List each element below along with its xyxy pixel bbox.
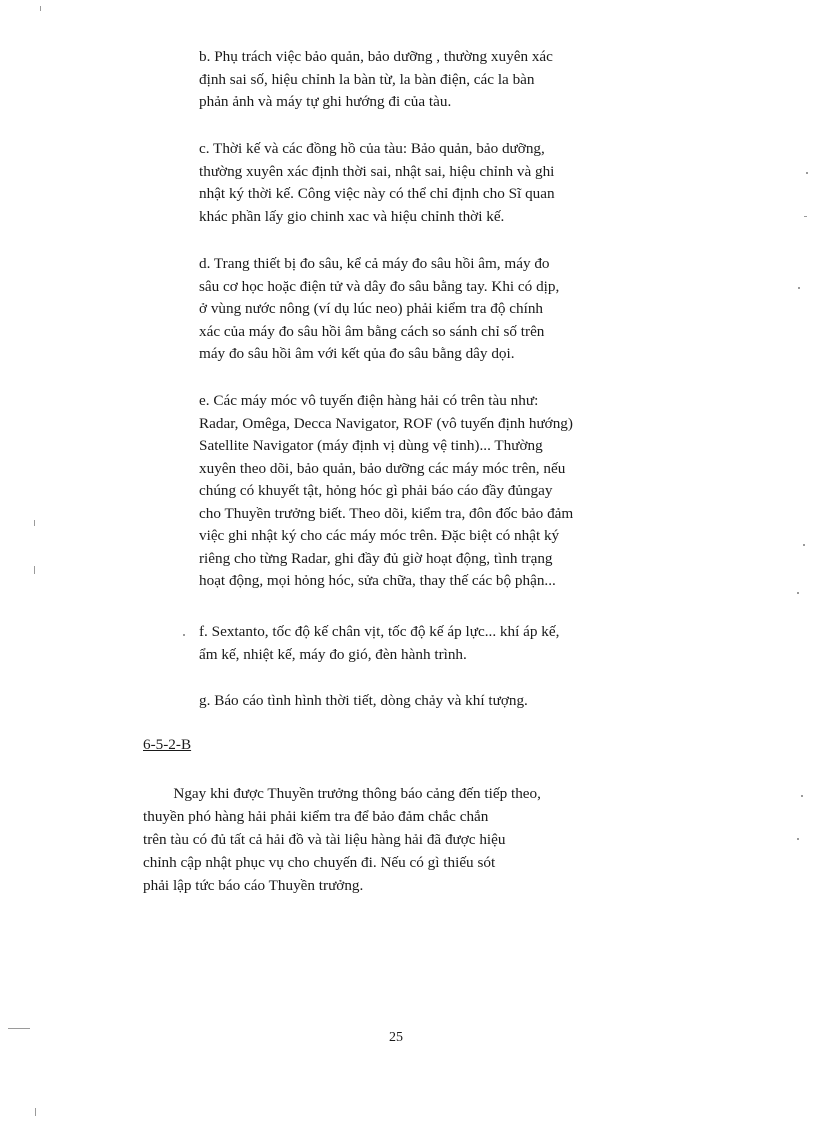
paragraph-line: g. Báo cáo tình hình thời tiết, dòng chảy và khí tượng.	[199, 692, 528, 709]
section-heading: 6-5-2-B	[143, 736, 192, 753]
paragraph-line: ẩm kế, nhiệt kế, máy đo gió, đèn hành trình.	[199, 645, 467, 663]
scan-speck	[798, 287, 800, 289]
scan-speck	[40, 6, 41, 11]
scan-speck	[803, 544, 805, 546]
paragraph-line: ở vùng nước nông (ví dụ lúc neo) phải kiểm tra độ chính	[199, 300, 544, 317]
paragraph-line: định sai số, hiệu chỉnh la bàn từ, la bàn điện, các la bàn	[199, 70, 535, 88]
paragraph-line: chỉnh cập nhật phục vụ cho chuyến đi. Nếu có gì thiếu sót	[143, 854, 496, 871]
paragraph-line: phải lập tức báo cáo Thuyền trưởng.	[143, 877, 364, 894]
scan-speck	[34, 566, 35, 574]
paragraph-line: d. Trang thiết bị đo sâu, kể cả máy đo sâu hồi âm, máy đo	[199, 255, 550, 272]
paragraph-line: f. Sextanto, tốc độ kế chân vịt, tốc độ kế áp lực... khí áp kế,	[199, 623, 560, 640]
paragraph-line: e. Các máy móc vô tuyến điện hàng hải có trên tàu như:	[199, 392, 539, 409]
scan-speck	[797, 592, 799, 594]
scan-speck	[34, 520, 35, 526]
paragraph-line: Ngay khi được Thuyền trưởng thông báo cảng đến tiếp theo,	[143, 785, 541, 802]
paragraph-line: trên tàu có đủ tất cả hải đồ và tài liệu hàng hải đã được hiệu	[143, 831, 506, 848]
paragraph-line: nhật ký thời kế. Công việc này có thể chỉ định cho Sĩ quan	[199, 185, 555, 202]
paragraph-line: khác phần lấy gio chinh xac và hiệu chỉnh thời kế.	[199, 207, 505, 225]
scan-speck	[183, 634, 185, 636]
paragraph-line: sâu cơ học hoặc điện tử và dây đo sâu bằng tay. Khi có dịp,	[199, 277, 560, 295]
paragraph-line: xuyên theo dõi, bảo quản, bảo dưỡng các máy móc trên, nếu	[199, 459, 566, 477]
paragraph-line: thường xuyên xác định thời sai, nhật sai, hiệu chỉnh và ghi	[199, 162, 555, 180]
paragraph-b	[199, 46, 699, 114]
paragraph-line: Radar, Omêga, Decca Navigator, ROF (vô tuyến định hướng)	[199, 414, 573, 432]
paragraph-e	[199, 390, 699, 593]
paragraph-line: phản ảnh và máy tự ghi hướng đi của tàu.	[199, 93, 452, 110]
paragraph-line: xác của máy đo sâu hồi âm bằng cách so sánh chỉ số trên	[199, 322, 545, 340]
paragraph-c	[199, 138, 699, 228]
body-paragraph	[143, 782, 703, 897]
paragraph-line: riêng cho từng Radar, ghi đầy đủ giờ hoạt động, tình trạng	[199, 549, 553, 567]
paragraph-line: b. Phụ trách việc bảo quản, bảo dưỡng , thường xuyên xác	[199, 48, 553, 65]
paragraph-line: c. Thời kế và các đồng hồ của tàu: Bảo quản, bảo dưỡng,	[199, 140, 545, 157]
paragraph-f	[199, 621, 699, 666]
paragraph-line: cho Thuyền trưởng biết. Theo dõi, kiểm tra, đôn đốc bảo đảm	[199, 504, 574, 522]
paragraph-line: thuyền phó hàng hải phải kiểm tra để bảo đảm chắc chắn	[143, 808, 489, 825]
paragraph-line: chúng có khuyết tật, hỏng hóc gì phải báo cáo đầy đủngay	[199, 482, 553, 499]
scan-speck	[797, 838, 799, 840]
scan-speck	[8, 1028, 30, 1029]
paragraph-g	[199, 690, 699, 713]
scan-speck	[804, 216, 807, 217]
paragraph-line: Satellite Navigator (máy định vị dùng vệ tinh)... Thường	[199, 437, 543, 454]
scan-speck	[801, 795, 803, 797]
scan-speck	[35, 1108, 36, 1116]
page-number: 25	[389, 1030, 403, 1045]
paragraph-line: hoạt động, mọi hỏng hóc, sửa chữa, thay thế các bộ phận...	[199, 572, 556, 589]
scan-speck	[806, 172, 808, 174]
paragraph-line: việc ghi nhật ký cho các máy móc trên. Đặc biệt có nhật ký	[199, 527, 560, 544]
paragraph-line: máy đo sâu hồi âm với kết qủa đo sâu bằng dây dọi.	[199, 345, 515, 362]
paragraph-d	[199, 253, 699, 366]
